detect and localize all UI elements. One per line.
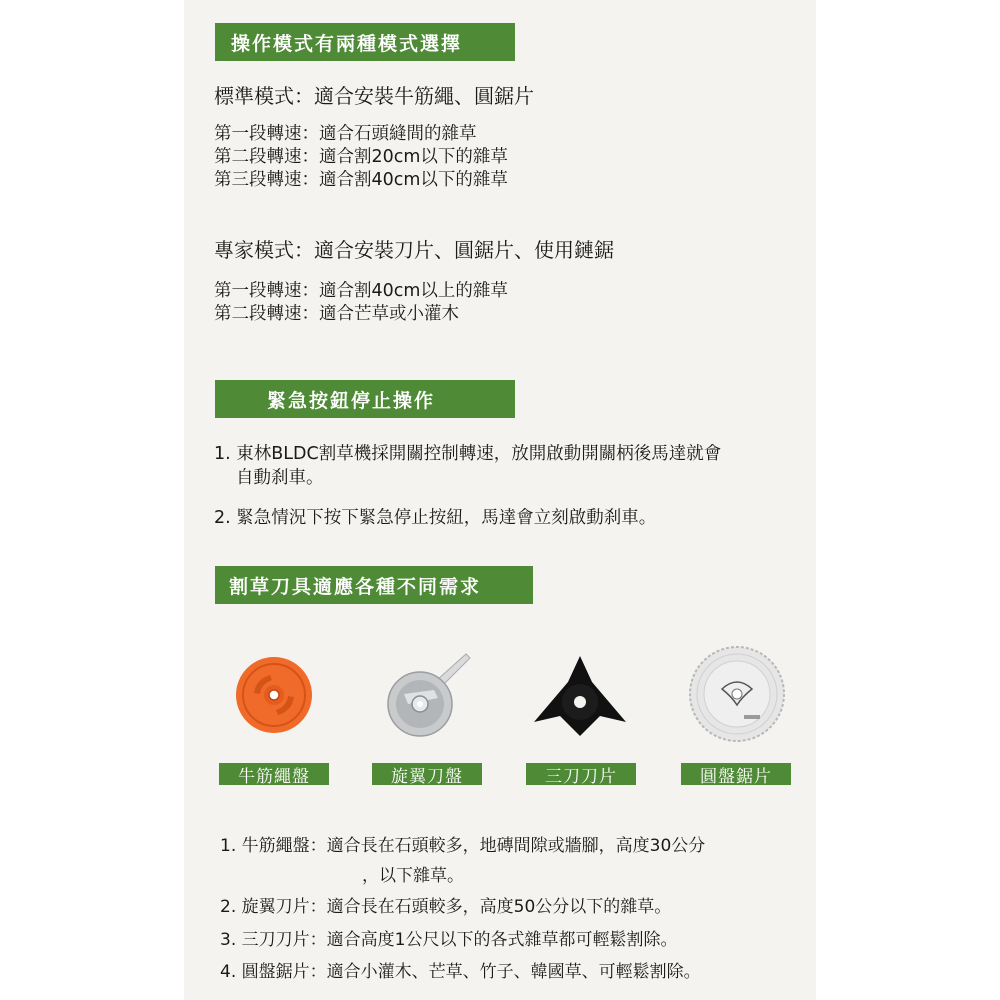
emergency-stop-header [215,380,515,418]
tool-spec-1-continued: ，以下雜草。 [362,866,464,886]
emergency-stop-header-text: 緊急按鈕停止操作 [267,389,436,412]
circular-saw-blade-icon [688,645,786,743]
standard-mode-title: 標準模式：適合安裝牛筋繩、圓鋸片 [214,84,534,108]
tool-label-rotor-blade: 旋翼刀盤 [372,763,482,785]
tool-spec-2: 2. 旋翼刀片：適合長在石頭較多，高度50公分以下的雜草。 [220,897,672,917]
cutting-tools-header [215,566,533,604]
standard-speed-1: 第一段轉速：適合石頭縫間的雜草 [214,124,477,144]
operation-mode-header-text: 操作模式有兩種模式選擇 [231,32,463,55]
cutting-tools-header-text: 割草刀具適應各種不同需求 [229,575,482,598]
tool-spec-4: 4. 圓盤鋸片：適合小灌木、芒草、竹子、韓國草、可輕鬆割除。 [220,962,701,982]
nylon-line-spool-icon [232,653,316,737]
standard-speed-2: 第二段轉速：適合割20cm以下的雜草 [214,147,508,167]
expert-mode-title: 專家模式：適合安裝刀片、圓鋸片、使用鏈鋸 [214,238,614,262]
operation-mode-header [215,23,515,61]
emergency-item-2: 2. 緊急情況下按下緊急停止按紐，馬達會立刻啟動刹車。 [214,508,657,528]
three-tooth-blade-icon [530,652,630,740]
tool-spec-1: 1. 牛筋繩盤：適合長在石頭較多，地磚間隙或牆腳，高度30公分 [220,836,706,856]
tool-label-nylon-spool: 牛筋繩盤 [219,763,329,785]
rotor-blade-disc-icon [384,646,474,742]
expert-speed-1: 第一段轉速：適合割40cm以上的雜草 [214,281,508,301]
emergency-item-1-line-1: 1. 東林BLDC割草機採開關控制轉速，放開啟動開關柄後馬達就會 [214,444,722,464]
tool-label-three-tooth-blade: 三刀刀片 [526,763,636,785]
standard-speed-3: 第三段轉速：適合割40cm以下的雜草 [214,170,508,190]
emergency-item-1-line-2: 自動刹車。 [236,468,324,488]
tool-label-circular-saw: 圓盤鋸片 [681,763,791,785]
tool-spec-3: 3. 三刀刀片：適合高度1公尺以下的各式雜草都可輕鬆割除。 [220,930,678,950]
expert-speed-2: 第二段轉速：適合芒草或小灌木 [214,304,459,324]
